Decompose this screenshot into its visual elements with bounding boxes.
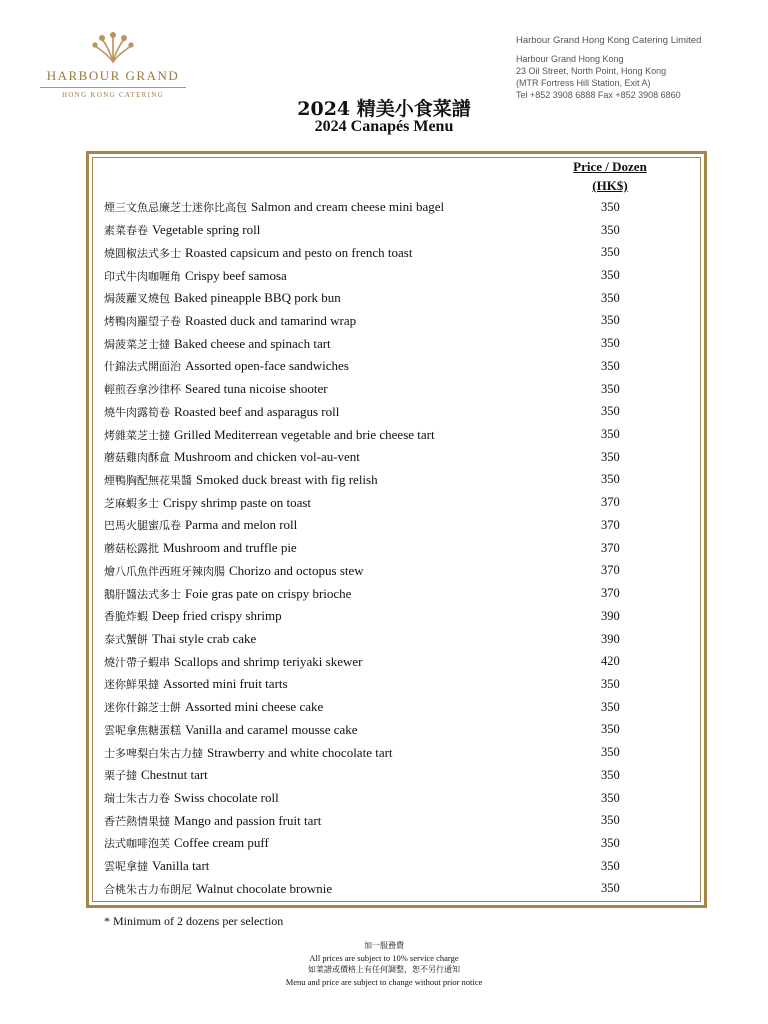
menu-item — [104, 673, 664, 696]
menu-item — [104, 491, 664, 514]
menu-item-price: 350 — [601, 222, 620, 237]
menu-item-name-zh: 蘑菇松露批 — [104, 542, 159, 556]
menu-item-name-zh: 烤鴨肉羅望子卷 — [104, 314, 181, 328]
menu-item — [104, 378, 664, 401]
menu-item-name-zh: 鵝肝醬法式多士 — [104, 587, 181, 601]
price-header-currency: (HK$) — [592, 178, 628, 193]
footer — [0, 940, 768, 988]
menu-item-name-zh: 迷你什錦芝士餅 — [104, 701, 181, 715]
menu-item — [104, 219, 664, 242]
menu-item-name-en: Vanilla tart — [152, 858, 210, 874]
menu-item — [104, 310, 664, 333]
logo-divider — [40, 87, 186, 88]
menu-item-price: 370 — [601, 495, 620, 510]
menu-item-name-zh: 香芒熱情果撻 — [104, 814, 170, 828]
menu-item-price: 350 — [601, 427, 620, 442]
menu-item-name-zh: 燴八爪魚伴西班牙辣肉腸 — [104, 564, 225, 578]
menu-item-name-zh: 煙鴨胸配無花果醬 — [104, 473, 192, 487]
menu-item-price: 350 — [601, 381, 620, 396]
menu-item-price: 350 — [601, 676, 620, 691]
menu-item — [104, 696, 664, 719]
menu-item-price: 350 — [601, 290, 620, 305]
menu-item — [104, 537, 664, 560]
menu-item-name-en: Crispy beef samosa — [185, 267, 287, 283]
menu-item — [104, 787, 664, 810]
menu-item — [104, 264, 664, 287]
address-line: (MTR Fortress Hill Station, Exit A) — [516, 78, 651, 88]
logo-emblem-icon — [91, 30, 135, 64]
page-title-chinese: 2024 精美小食菜譜 — [297, 98, 471, 120]
menu-item-name-en: Assorted mini fruit tarts — [163, 676, 288, 692]
menu-item-price: 350 — [601, 449, 620, 464]
menu-item-name-zh: 素菜春卷 — [104, 224, 148, 238]
menu-item-name-zh: 香脆炸蝦 — [104, 610, 148, 624]
menu-item-price: 350 — [601, 404, 620, 419]
minimum-order-note: * Minimum of 2 dozens per selection — [104, 914, 284, 928]
menu-item-name-zh: 燒汁帶子蝦串 — [104, 655, 170, 669]
menu-item-price: 350 — [601, 722, 620, 737]
menu-item — [104, 196, 664, 219]
menu-item-price: 350 — [601, 336, 620, 351]
menu-item-name-zh: 雲呢拿焦糖蛋糕 — [104, 723, 181, 737]
menu-item-name-en: Chorizo and octopus stew — [229, 562, 364, 578]
menu-item — [104, 855, 664, 878]
menu-item-name-en: Mushroom and truffle pie — [163, 540, 297, 556]
menu-item — [104, 809, 664, 832]
menu-item-price: 370 — [601, 563, 620, 578]
menu-item — [104, 241, 664, 264]
menu-item-name-zh: 迷你鮮果撻 — [104, 678, 159, 692]
menu-item-name-en: Roasted duck and tamarind wrap — [185, 312, 357, 328]
menu-item-name-zh: 燒牛肉露筍卷 — [104, 405, 170, 419]
service-charge-zh: 加一服務費 — [364, 941, 404, 950]
menu-item-name-zh: 輕煎吞拿沙律杯 — [104, 383, 181, 397]
menu-item-price: 420 — [601, 654, 620, 669]
menu-item-price: 370 — [601, 517, 620, 532]
menu-item — [104, 355, 664, 378]
menu-item-name-zh: 雲呢拿撻 — [104, 860, 148, 874]
company-name: Harbour Grand Hong Kong Catering Limited — [516, 35, 702, 46]
menu-item-name-zh: 烤雜菜芝士撻 — [104, 428, 170, 442]
menu-item-name-en: Foie gras pate on crispy brioche — [185, 585, 352, 601]
menu-item — [104, 650, 664, 673]
menu-item-name-zh: 泰式蟹餅 — [104, 633, 148, 647]
menu-item — [104, 514, 664, 537]
menu-item-name-en: Baked pineapple BBQ pork bun — [174, 290, 341, 306]
company-info — [516, 35, 701, 101]
menu-item-price: 350 — [601, 313, 620, 328]
menu-item-name-zh: 燒圓椒法式多士 — [104, 246, 181, 260]
menu-item-price: 350 — [601, 881, 620, 896]
menu-item-name-zh: 什錦法式開面治 — [104, 360, 181, 374]
menu-item-name-en: Thai style crab cake — [152, 631, 257, 647]
price-column-header — [555, 157, 665, 195]
menu-item-name-en: Scallops and shrimp teriyaki skewer — [174, 653, 363, 669]
menu-item-name-zh: 蘑菇雞肉酥盒 — [104, 451, 170, 465]
menu-item — [104, 719, 664, 742]
menu-item — [104, 332, 664, 355]
menu-item-name-zh: 士多啤梨白朱古力撻 — [104, 746, 203, 760]
menu-item-name-en: Roasted beef and asparagus roll — [174, 403, 340, 419]
menu-item — [104, 287, 664, 310]
menu-item-name-zh: 合桃朱古力布朗尼 — [104, 882, 192, 896]
menu-item-price: 350 — [601, 699, 620, 714]
menu-item-name-zh: 焗菠菜芝士撻 — [104, 337, 170, 351]
menu-item-price: 350 — [601, 790, 620, 805]
price-header-label: Price / Dozen — [573, 159, 647, 174]
address-line: Harbour Grand Hong Kong — [516, 54, 624, 64]
menu-item — [104, 400, 664, 423]
menu-item-name-en: Vegetable spring roll — [152, 222, 261, 238]
menu-item — [104, 446, 664, 469]
menu-item-price: 350 — [601, 199, 620, 214]
menu-item — [104, 741, 664, 764]
contact-line: Tel +852 3908 6888 Fax +852 3908 6860 — [516, 90, 681, 100]
menu-item — [104, 832, 664, 855]
menu-item-name-en: Crispy shrimp paste on toast — [163, 494, 312, 510]
menu-item-name-zh: 巴馬火腿蜜瓜卷 — [104, 519, 181, 533]
menu-item-name-zh: 焗菠蘿叉燒包 — [104, 292, 170, 306]
menu-item-price: 350 — [601, 245, 620, 260]
menu-item-price: 370 — [601, 586, 620, 601]
menu-items-list — [104, 196, 664, 900]
menu-item-price: 350 — [601, 767, 620, 782]
menu-item-name-en: Roasted capsicum and pesto on french toast — [185, 244, 413, 260]
menu-item-price: 350 — [601, 745, 620, 760]
menu-item-name-zh: 法式咖啡泡芙 — [104, 837, 170, 851]
menu-item-name-en: Baked cheese and spinach tart — [174, 335, 331, 351]
menu-item-name-en: Smoked duck breast with fig relish — [196, 471, 378, 487]
menu-item-price: 350 — [601, 858, 620, 873]
menu-item-price: 350 — [601, 813, 620, 828]
menu-item-name-zh: 芝麻蝦多士 — [104, 496, 159, 510]
menu-item — [104, 764, 664, 787]
menu-item — [104, 423, 664, 446]
menu-item-name-zh: 瑞士朱古力卷 — [104, 792, 170, 806]
page-title-english: 2024 Canapés Menu — [314, 118, 454, 135]
menu-item-name-en: Assorted mini cheese cake — [185, 699, 324, 715]
menu-item — [104, 605, 664, 628]
menu-item-name-en: Seared tuna nicoise shooter — [185, 381, 328, 397]
menu-item-price: 370 — [601, 540, 620, 555]
menu-item-price: 390 — [601, 608, 620, 623]
menu-item-price: 390 — [601, 631, 620, 646]
service-charge-en: All prices are subject to 10% service charge — [309, 953, 459, 963]
menu-item-name-en: Vanilla and caramel mousse cake — [185, 721, 358, 737]
menu-item-name-zh: 印式牛肉咖喱角 — [104, 269, 181, 283]
menu-item-price: 350 — [601, 472, 620, 487]
menu-item-name-en: Walnut chocolate brownie — [196, 880, 333, 896]
menu-item-name-en: Mushroom and chicken vol-au-vent — [174, 449, 360, 465]
menu-item-price: 350 — [601, 268, 620, 283]
menu-item-price: 350 — [601, 358, 620, 373]
menu-item — [104, 582, 664, 605]
logo — [38, 30, 188, 99]
menu-item-name-en: Swiss chocolate roll — [174, 790, 279, 806]
menu-item — [104, 878, 664, 901]
menu-item-name-zh: 栗子撻 — [104, 769, 137, 783]
menu-item-name-en: Chestnut tart — [141, 767, 208, 783]
menu-item-name-en: Mango and passion fruit tart — [174, 812, 322, 828]
menu-item — [104, 469, 664, 492]
price-change-en: Menu and price are subject to change without prior notice — [285, 977, 483, 987]
logo-name: HARBOUR GRAND — [46, 68, 180, 83]
menu-item-price: 350 — [601, 835, 620, 850]
menu-item-name-zh: 煙三文魚忌廉芝士迷你比高包 — [104, 201, 247, 215]
menu-item — [104, 560, 664, 583]
menu-item-name-en: Strawberry and white chocolate tart — [207, 744, 393, 760]
menu-item-name-en: Assorted open-face sandwiches — [185, 358, 349, 374]
menu-item-name-en: Salmon and cream cheese mini bagel — [251, 199, 445, 215]
menu-item-name-en: Grilled Mediterrean vegetable and brie cheese tart — [174, 426, 435, 442]
address-line: 23 Oil Street, North Point, Hong Kong — [516, 66, 667, 76]
menu-item-name-en: Parma and melon roll — [185, 517, 298, 533]
logo-subtitle: HONG KONG CATERING — [62, 91, 164, 99]
menu-item — [104, 628, 664, 651]
price-change-zh: 如菜譜或價格上有任何調整，恕不另行通知 — [308, 965, 460, 974]
menu-item-name-en: Coffee cream puff — [174, 835, 269, 851]
menu-item-name-en: Deep fried crispy shrimp — [152, 608, 282, 624]
